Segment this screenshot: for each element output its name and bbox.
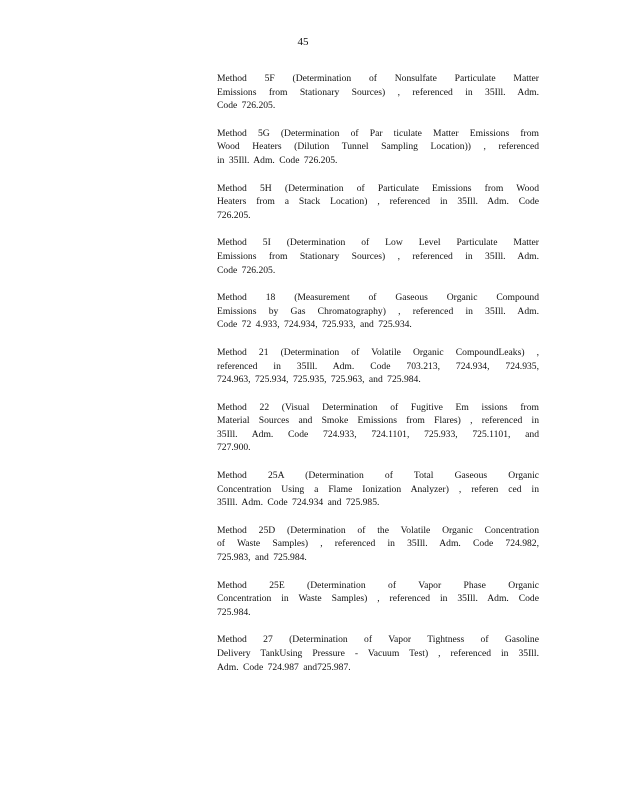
entry-line: Method 22 (Visual Determination of Fugitive Em issions from: [217, 401, 539, 413]
reference-entry-method-22: [217, 401, 539, 455]
entry-line: Method 25D (Determination of the Volatile Organic Concentration: [217, 524, 539, 536]
entry-line: Method 25E (Determination of Vapor Phase Organic: [217, 579, 539, 591]
entry-line: Method 5H (Determination of Particulate Emissions from Wood: [217, 182, 539, 194]
page-number: 45: [297, 36, 309, 48]
entry-line: Wood Heaters (Dilution Tunnel Sampling Location)) , referenced: [217, 141, 539, 153]
reference-list: [217, 72, 539, 688]
entry-line: 724.963, 725.934, 725.935, 725.963, and 725.984.: [217, 374, 421, 386]
entry-line: Delivery TankUsing Pressure - Vacuum Test) , referenced in 35Ill.: [217, 648, 539, 659]
entry-line: Method 25A (Determination of Total Gaseous Organic: [217, 470, 539, 482]
entry-line: 35Ill. Adm. Code 724.933, 724.1101, 725.933, 725.1101, and: [217, 428, 539, 440]
entry-line: Concentration in Waste Samples) , referenced in 35Ill. Adm. Code: [217, 593, 539, 605]
entry-line: Method 18 (Measurement of Gaseous Organic Compound: [217, 292, 539, 304]
entry-line: 35Ill. Adm. Code 724.934 and 725.985.: [217, 497, 380, 509]
entry-line: 727.900.: [217, 442, 251, 454]
reference-entry-method-5i: [217, 236, 539, 277]
reference-entry-method-18: [217, 291, 539, 332]
reference-entry-method-25a: [217, 469, 539, 510]
entry-line: Method 5G (Determination of Par ticulate Matter Emissions from: [217, 127, 539, 139]
entry-line: Heaters from a Stack Location) , referenced in 35Ill. Adm. Code: [217, 196, 539, 208]
entry-line: 725.983, and 725.984.: [217, 552, 307, 564]
entry-line: 725.984.: [217, 606, 251, 618]
entry-line: Adm. Code 724.987 and725.987.: [217, 661, 351, 673]
entry-line: Concentration Using a Flame Ionization Analyzer) , referen ced in: [217, 483, 539, 495]
entry-line: Code 726.205.: [217, 264, 276, 276]
entry-line: Code 726.205.: [217, 100, 276, 112]
entry-line: 726.205.: [217, 209, 251, 221]
reference-entry-method-5h: [217, 182, 539, 223]
entry-line: Emissions by Gas Chromatography) , referenced in 35Ill. Adm.: [217, 305, 539, 317]
entry-line: referenced in 35Ill. Adm. Code 703.213, 724.934, 724.935,: [217, 360, 539, 372]
entry-line: Emissions from Stationary Sources) , referenced in 35Ill. Adm.: [217, 250, 539, 262]
entry-line: Material Sources and Smoke Emissions from Flares) , referenced in: [217, 415, 539, 427]
reference-entry-method-25e: [217, 579, 539, 620]
entry-line: Code 72 4.933, 724.934, 725.933, and 725.934.: [217, 319, 412, 331]
entry-line: Method 5F (Determination of Nonsulfate Particulate Matter: [217, 73, 539, 84]
reference-entry-method-25d: [217, 524, 539, 565]
reference-entry-method-5g: [217, 127, 539, 168]
entry-line: Method 5I (Determination of Low Level Particulate Matter: [217, 237, 539, 249]
reference-entry-method-21: [217, 346, 539, 387]
entry-line: Method 21 (Determination of Volatile Organic CompoundLeaks) ,: [217, 346, 539, 358]
entry-line: Method 27 (Determination of Vapor Tightness of Gasoline: [217, 634, 539, 646]
reference-entry-method-27: [217, 633, 539, 674]
entry-line: Emissions from Stationary Sources) , referenced in 35Ill. Adm.: [217, 86, 539, 98]
entry-line: in 35Ill. Adm. Code 726.205.: [217, 154, 338, 166]
reference-entry-method-5f: [217, 72, 539, 113]
entry-line: of Waste Samples) , referenced in 35Ill. Adm. Code 724.982,: [217, 538, 539, 550]
